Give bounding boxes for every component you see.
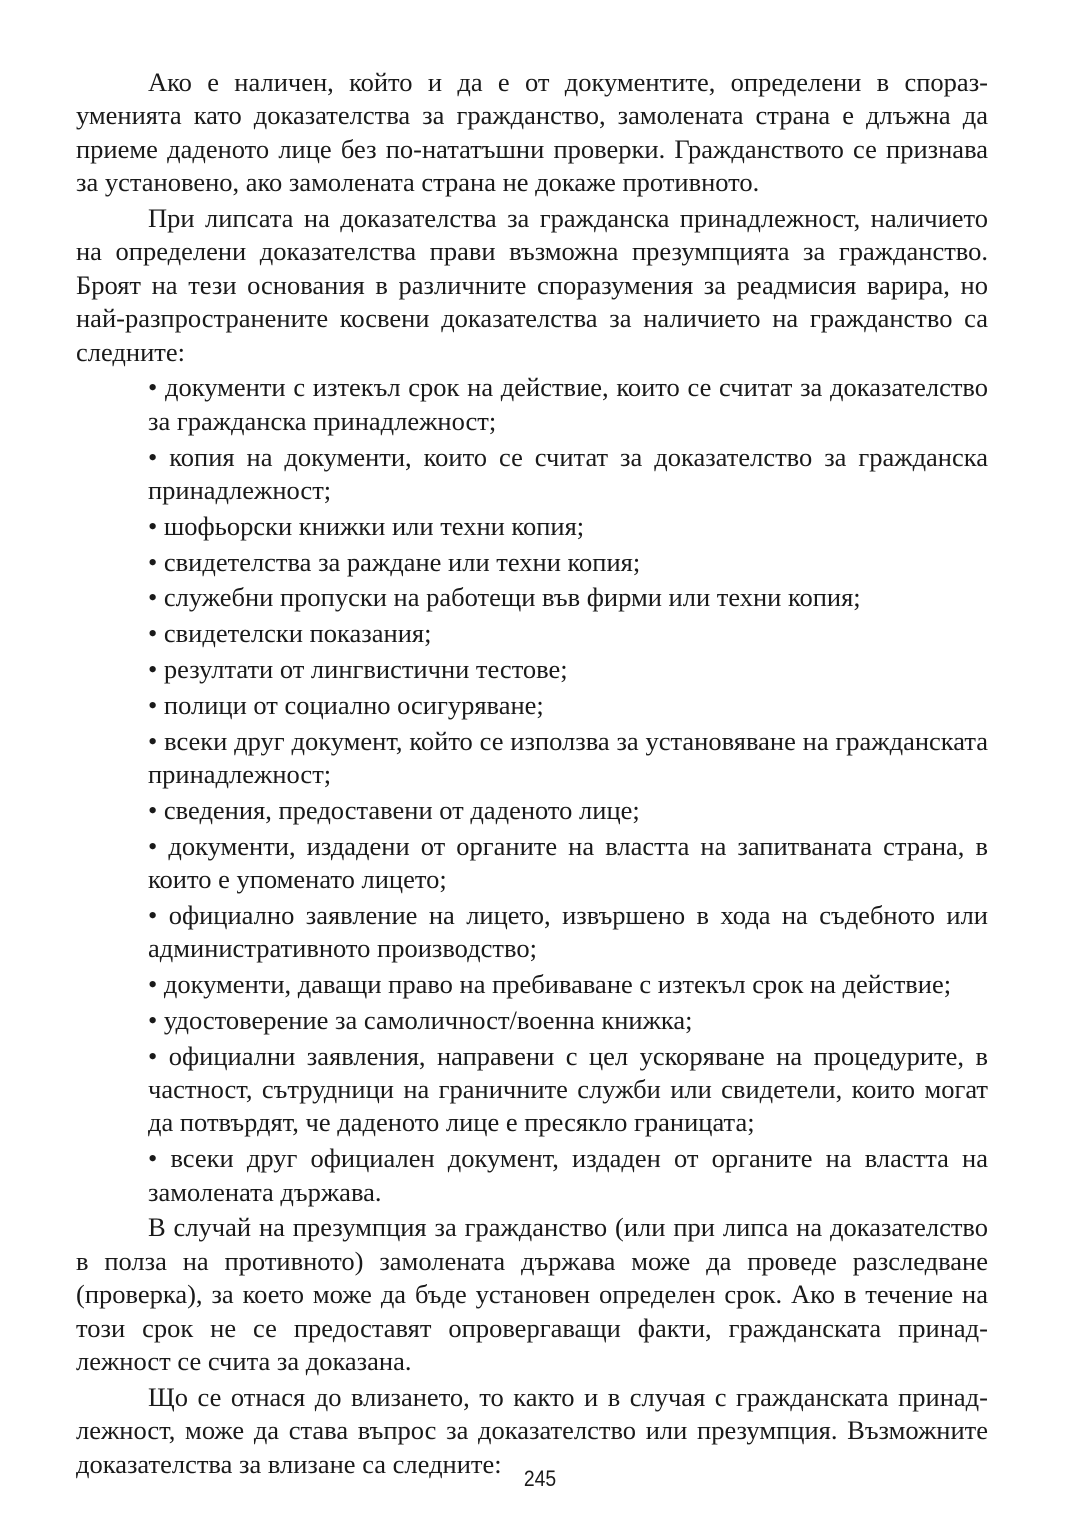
list-item: • всеки друг документ, който се използва за установяване на гражданската принадлежност;	[148, 725, 988, 792]
paragraph: Ако е наличен, който и да е от документите, определени в споразуменията като доказателства за гражданство, замолената страна е длъжна да приеме даденото лице без по-нататъшни проверки. Гражданството се признава за установено, ако замолената страна не докаже противното.	[76, 67, 988, 198]
list-item: • документи, издадени от органите на властта на запитваната страна, в които е упоменато лицето;	[148, 830, 988, 897]
paragraph: При липсата на доказателства за гражданска принадлежност, наличието на определени доказателства прави възможна презумпцията за гражданство. Броят на тези основания в различните споразумения за реадмисия варира, но най-разпространените косвени доказателства за наличието на гражданство са следните:	[76, 203, 988, 367]
list-item: • документи, даващи право на пребиваване с изтекъл срок на действие;	[148, 968, 988, 1001]
list-item: • документи с изтекъл срок на действие, които се считат за доказателство за гражданска принадлежност;	[148, 371, 988, 438]
page-number: 245	[523, 1466, 557, 1491]
list-item: • всеки друг официален документ, издаден от органите на властта на замолената държава.	[148, 1142, 988, 1209]
list-item: • официални заявления, направени с цел ускоряване на процедурите, в частност, сътрудници на граничните служби или свидетели, които могат да потвърдят, че даденото лице е пресякло границата;	[148, 1040, 988, 1140]
list-item: • сведения, предоставени от даденото лице;	[148, 794, 988, 827]
list-item: • удостоверение за самоличност/военна книжка;	[148, 1004, 988, 1037]
list-item: • резултати от лингвистични тестове;	[148, 653, 988, 686]
evidence-list	[76, 371, 988, 1209]
page-body	[76, 66, 988, 1483]
paragraph: В случай на презумпция за гражданство (или при липса на доказателство в полза на противното) замолената държава може да проведе разследване (проверка), за което може да бъде установен определен срок. Ако в течение на този срок не се предоставят опровергаващи факти, гражданската принадлежност се счита за доказана.	[76, 1212, 988, 1377]
list-item: • свидетелства за раждане или техни копия;	[148, 546, 988, 579]
list-item: • копия на документи, които се считат за доказателство за гражданска принадлежност;	[148, 441, 988, 508]
list-item: • полици от социално осигуряване;	[148, 689, 988, 722]
list-item: • шофьорски книжки или техни копия;	[148, 510, 988, 543]
list-item: • служебни пропуски на работещи във фирми или техни копия;	[148, 581, 988, 614]
list-item: • свидетелски показания;	[148, 617, 988, 650]
paragraph: Що се отнася до влизането, то както и в случая с гражданската принадлежност, може да става въпрос за доказателство или презумпция. Възможните доказателства за влизане са следните:	[76, 1381, 988, 1479]
list-item: • официално заявление на лицето, извършено в хода на съдебното или административното производство;	[148, 899, 988, 966]
